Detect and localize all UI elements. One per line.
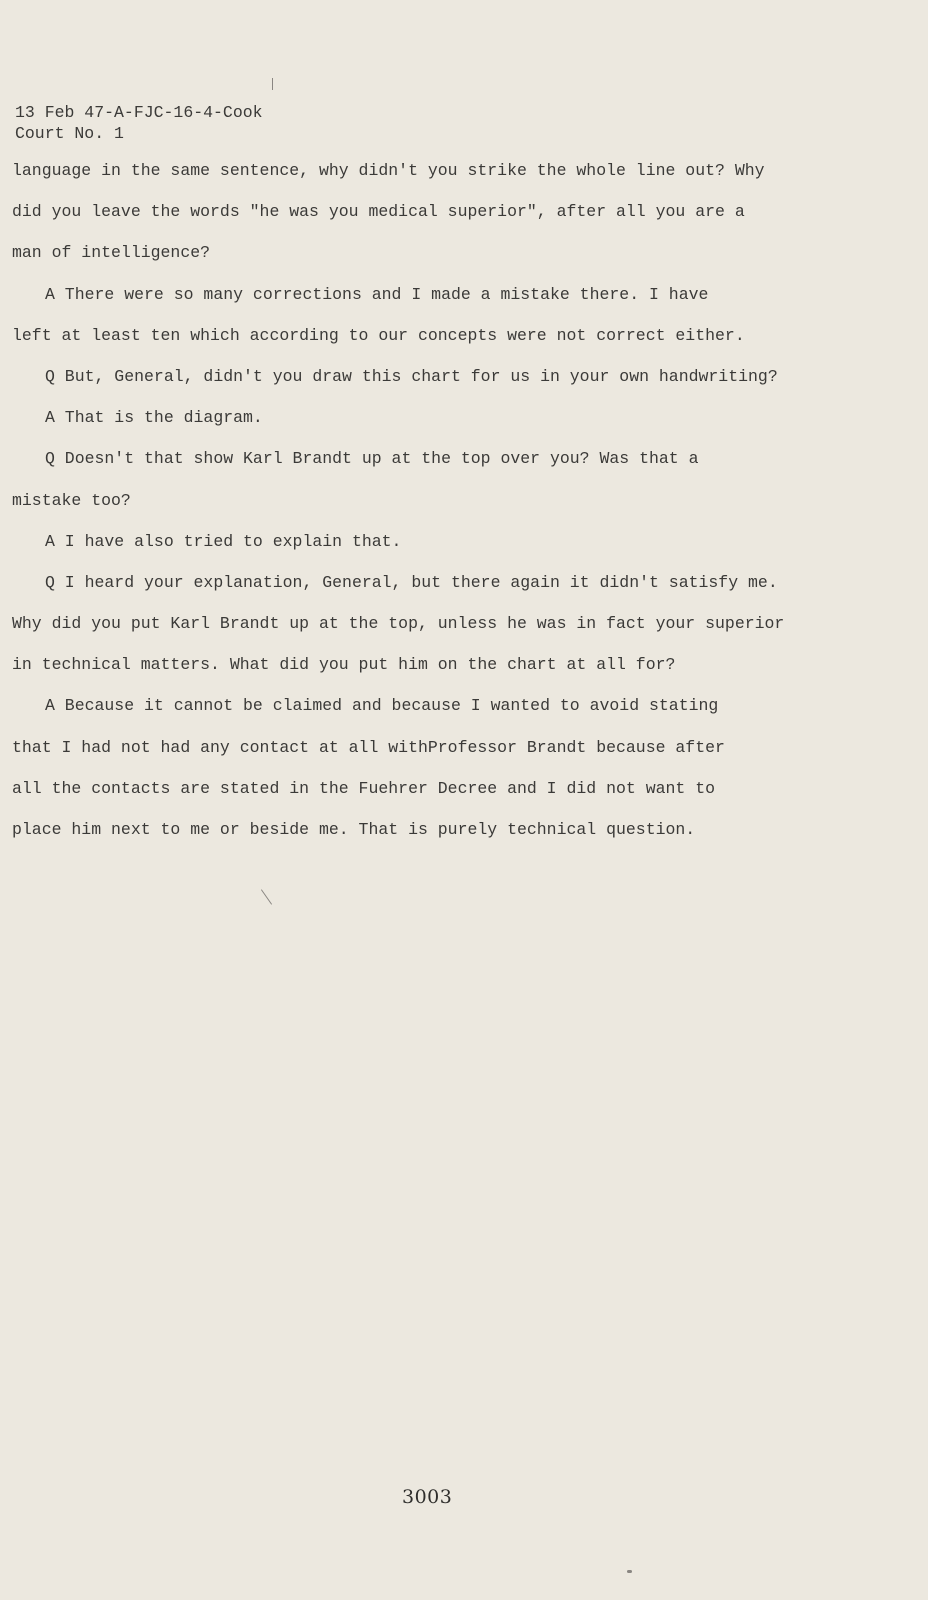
transcript-line: Q I heard your explanation, General, but there again it didn't satisfy me. [45,572,778,592]
transcript-line: in technical matters. What did you put him on the chart at all for? [12,655,676,675]
transcript-line: A There were so many corrections and I made a mistake there. I have [45,284,709,304]
stray-mark [261,889,272,904]
transcript-line: Q But, General, didn't you draw this chart for us in your own handwriting? [45,366,778,386]
transcript-line: place him next to me or beside me. That is purely technical question. [12,820,696,839]
transcript-line: left at least ten which according to our concepts were not correct either. [12,325,745,345]
header-reference: 13 Feb 47-A-FJC-16-4-Cook [15,103,263,122]
transcript-line: mistake too? [12,490,131,510]
header-court: Court No. 1 [15,124,124,143]
transcript-line: A Because it cannot be claimed and because I wanted to avoid stating [45,696,719,716]
transcript-line: A I have also tried to explain that. [45,531,402,551]
transcript-line: A That is the diagram. [45,408,263,428]
transcript-line: all the contacts are stated in the Fuehrer Decree and I did not want to [12,778,716,798]
page-number: 3003 [402,1486,453,1508]
transcript-line: did you leave the words "he was you medical superior", after all you are a [12,202,745,222]
transcript-line: language in the same sentence, why didn't you strike the whole line out? Why [12,161,765,180]
stray-mark [627,1570,632,1573]
transcript-line: Q Doesn't that show Karl Brandt up at the top over you? Was that a [45,449,699,469]
document-header [15,102,263,144]
transcript-line: that I had not had any contact at all withProfessor Brandt because after [12,737,725,757]
transcript-line: Why did you put Karl Brandt up at the top, unless he was in fact your superior [12,614,785,634]
transcript-body [12,161,912,861]
transcript-line: man of intelligence? [12,243,211,263]
stray-mark [272,78,273,90]
